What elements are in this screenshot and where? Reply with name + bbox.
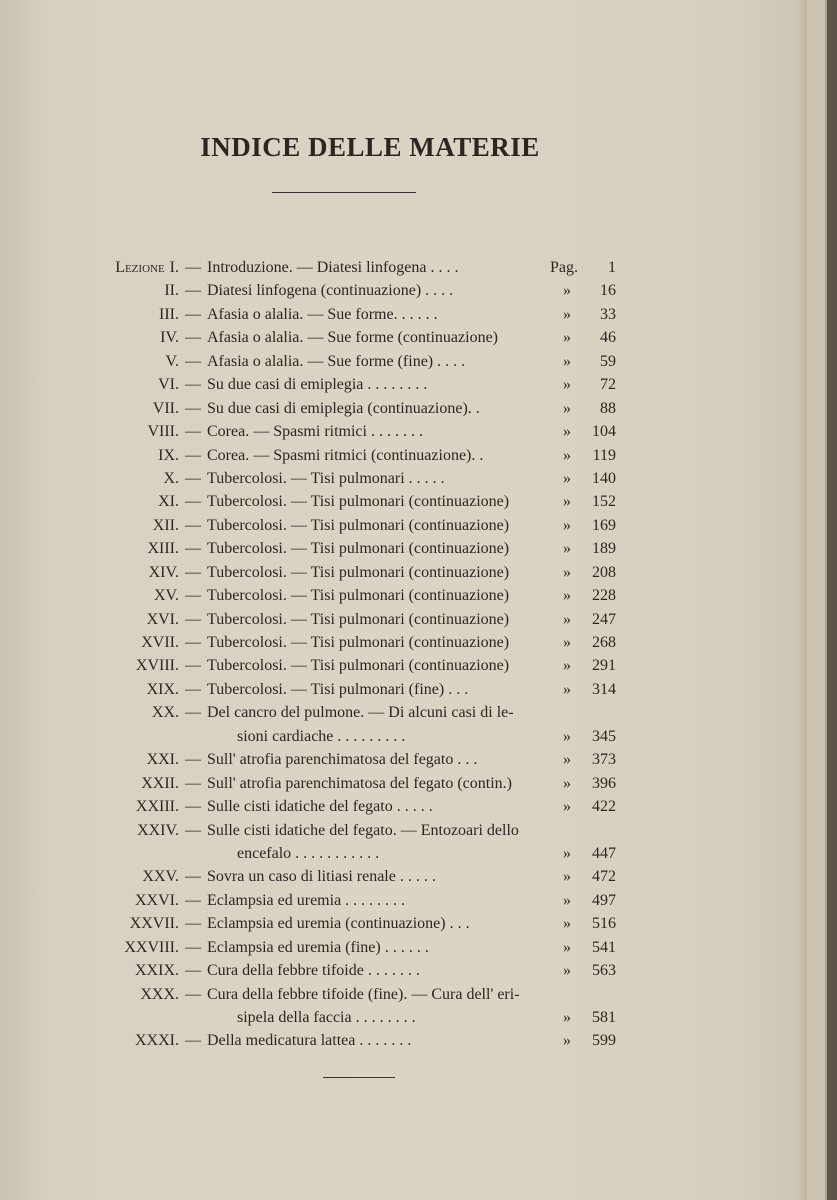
entry-dash: — (185, 587, 201, 605)
page-mark: » (563, 1032, 571, 1050)
page-mark: » (563, 329, 571, 347)
lesson-number (66, 819, 185, 842)
lesson-roman-numeral: XII. (152, 516, 179, 534)
entry-title: Tubercolosi. — Tisi pulmonari (fine) . . . (207, 680, 469, 698)
lesson-roman-numeral: VI. (158, 376, 179, 394)
entry-title-continued: encefalo . . . . . . . . . . . (237, 844, 380, 862)
page-number: 516 (592, 915, 616, 933)
lesson-number (66, 983, 185, 1006)
page-mark: » (563, 305, 571, 323)
toc-entry (66, 490, 616, 513)
lesson-roman-numeral: XI. (158, 493, 179, 511)
entry-dash: — (185, 399, 201, 417)
lesson-number (66, 350, 185, 373)
lesson-number (66, 420, 185, 443)
lesson-number (66, 1029, 185, 1052)
page-mark: » (563, 680, 571, 698)
toc-entry (66, 350, 616, 373)
lesson-number (66, 631, 185, 654)
page-number: 291 (592, 657, 616, 675)
entry-title: Tubercolosi. — Tisi pulmonari (continuazione) (207, 563, 510, 581)
entry-title: Corea. — Spasmi ritmici (continuazione). . (207, 446, 484, 464)
entry-title: Eclampsia ed uremia (fine) . . . . . . (207, 938, 429, 956)
lesson-number (66, 467, 185, 490)
lesson-roman-numeral: II. (164, 282, 179, 300)
entry-dash: — (185, 915, 201, 933)
entry-dash: — (185, 798, 201, 816)
entry-title: Cura della febbre tifoide (fine). — Cura dell' eri- (207, 985, 520, 1003)
entry-title: Tubercolosi. — Tisi pulmonari (continuazione) (207, 587, 510, 605)
lesson-number (66, 444, 185, 467)
page-mark: » (563, 798, 571, 816)
lesson-roman-numeral: XXXI. (135, 1032, 179, 1050)
entry-dash: — (185, 985, 201, 1003)
entry-title: Diatesi linfogena (continuazione) . . . . (207, 282, 454, 300)
page-number: 152 (592, 493, 616, 511)
entry-title: Tubercolosi. — Tisi pulmonari (continuazione) (207, 610, 510, 628)
entry-title: Sulle cisti idatiche del fegato . . . . . (207, 798, 433, 816)
entry-dash: — (185, 469, 201, 487)
toc-entry (66, 865, 616, 888)
lesson-roman-numeral: XXIX. (135, 962, 179, 980)
lesson-number (66, 397, 185, 420)
page-mark: » (563, 399, 571, 417)
toc-entry (66, 561, 616, 584)
lesson-roman-numeral: XXII. (141, 774, 179, 792)
table-of-contents (66, 256, 616, 1053)
page-mark: » (563, 493, 571, 511)
entry-title: Sovra un caso di litiasi renale . . . . . (207, 868, 436, 886)
toc-entry (66, 584, 616, 607)
page-number: 59 (600, 352, 616, 370)
entry-title: Tubercolosi. — Tisi pulmonari (continuazione) (207, 634, 510, 651)
toc-entry (66, 514, 616, 537)
page-number: 140 (592, 469, 616, 487)
toc-entry (66, 654, 616, 677)
page-number: 497 (592, 891, 616, 909)
lesson-number (66, 889, 185, 912)
page-number: 208 (592, 563, 616, 581)
lesson-number (66, 701, 185, 724)
toc-entry (66, 467, 616, 490)
toc-entry (66, 303, 616, 326)
entry-dash: — (185, 259, 201, 276)
page-mark: » (563, 657, 571, 675)
page-number: 228 (592, 587, 616, 605)
toc-entry (66, 608, 616, 631)
entry-title: Tubercolosi. — Tisi pulmonari (continuazione) (207, 540, 510, 558)
lesson-number (66, 608, 185, 631)
page-mark: » (563, 446, 571, 464)
entry-dash: — (185, 540, 201, 558)
page-number: 563 (592, 962, 616, 980)
page-number: 88 (600, 399, 616, 417)
page-mark: » (563, 376, 571, 394)
toc-entry-continuation (66, 842, 616, 865)
entry-title: Su due casi di emiplegia (continuazione). . (207, 399, 480, 417)
page-mark: » (563, 1009, 571, 1026)
page-mark: » (563, 727, 571, 745)
toc-entry (66, 748, 616, 771)
entry-title: Eclampsia ed uremia (continuazione) . . . (207, 915, 470, 933)
toc-entry (66, 420, 616, 443)
entry-title: Afasia o alalia. — Sue forme (fine) . . . . (207, 352, 466, 370)
lesson-number (66, 959, 185, 982)
page-mark: » (563, 469, 571, 487)
lesson-roman-numeral: XX. (151, 704, 179, 722)
lesson-number (66, 584, 185, 607)
page-number: 189 (592, 540, 616, 558)
page-mark: » (563, 282, 571, 300)
lesson-number (66, 654, 185, 677)
entry-title: Della medicatura lattea . . . . . . . (207, 1032, 412, 1050)
page-number: 422 (592, 798, 616, 816)
entry-title: Tubercolosi. — Tisi pulmonari . . . . . (207, 469, 445, 487)
page-number: 472 (592, 868, 616, 886)
entry-dash: — (185, 634, 201, 651)
entry-dash: — (185, 610, 201, 628)
page-mark: » (563, 751, 571, 769)
entry-dash: — (185, 305, 201, 323)
entry-title-continued: sioni cardiache . . . . . . . . . (237, 727, 406, 745)
page-mark: » (563, 352, 571, 370)
entry-dash: — (185, 446, 201, 464)
page-number: 46 (600, 329, 616, 347)
lesson-roman-numeral: XXI. (146, 751, 179, 769)
toc-entry (66, 889, 616, 912)
entry-title: Eclampsia ed uremia . . . . . . . . (207, 891, 406, 909)
lesson-roman-numeral: I. (169, 259, 179, 276)
entry-dash: — (185, 821, 201, 839)
lesson-roman-numeral: IV. (160, 329, 179, 347)
lesson-roman-numeral: XXVIII. (124, 938, 179, 956)
lesson-roman-numeral: VII. (152, 399, 179, 417)
page-number: 447 (592, 844, 616, 862)
entry-title: Sull' atrofia parenchimatosa del fegato . . . (207, 751, 478, 769)
lesson-roman-numeral: XXIV. (137, 821, 179, 839)
page-number: 314 (592, 680, 616, 698)
entry-dash: — (185, 1032, 201, 1050)
entry-title: Cura della febbre tifoide . . . . . . . (207, 962, 420, 980)
lesson-roman-numeral: X. (163, 469, 179, 487)
entry-dash: — (185, 282, 201, 300)
lesson-number (66, 303, 185, 326)
entry-dash: — (185, 516, 201, 534)
entry-title: Afasia o alalia. — Sue forme. . . . . . (207, 305, 438, 323)
toc-entry (66, 397, 616, 420)
lesson-roman-numeral: XIII. (147, 540, 179, 558)
toc-entry (66, 444, 616, 467)
page-mark: » (563, 563, 571, 581)
entry-dash: — (185, 423, 201, 441)
closing-rule (323, 1077, 395, 1078)
title-rule (272, 192, 416, 193)
toc-entry (66, 701, 616, 724)
toc-entry (66, 819, 616, 842)
page-mark: » (563, 868, 571, 886)
page-title: INDICE DELLE MATERIE (200, 132, 540, 162)
lesson-number (66, 936, 185, 959)
page-mark: » (563, 891, 571, 909)
lesson-roman-numeral: IX. (158, 446, 179, 464)
page-mark: » (563, 587, 571, 605)
page-number: 599 (592, 1032, 616, 1050)
page-number: 247 (592, 610, 616, 628)
entry-title: Introduzione. — Diatesi linfogena . . . . (207, 259, 459, 276)
entry-title: Afasia o alalia. — Sue forme (continuazione) (207, 329, 498, 347)
toc-entry (66, 795, 616, 818)
page-mark: Pag. (550, 259, 578, 276)
lesson-number (66, 561, 185, 584)
lesson-roman-numeral: XV. (153, 587, 179, 605)
entry-dash: — (185, 493, 201, 511)
lesson-roman-numeral: XXVII. (129, 915, 179, 933)
page-number: 169 (592, 516, 616, 534)
lesson-roman-numeral: XXIII. (135, 798, 179, 816)
entry-title-continued: sipela della faccia . . . . . . . . (237, 1009, 416, 1026)
page-mark: » (563, 962, 571, 980)
toc-entry (66, 256, 616, 279)
entry-dash: — (185, 751, 201, 769)
lesson-number (66, 865, 185, 888)
lesson-roman-numeral: III. (159, 305, 179, 323)
page-mark: » (563, 844, 571, 862)
lesson-number (66, 514, 185, 537)
page-number: 72 (600, 376, 616, 394)
page-number: 33 (600, 305, 616, 323)
entry-dash: — (185, 352, 201, 370)
toc-entry-continuation (66, 725, 616, 748)
entry-title: Del cancro del pulmone. — Di alcuni casi di le- (207, 704, 514, 722)
entry-dash: — (185, 563, 201, 581)
toc-entry (66, 373, 616, 396)
page-mark: » (563, 423, 571, 441)
toc-entry (66, 1029, 616, 1052)
page-number: 16 (600, 282, 616, 300)
lesson-number (66, 678, 185, 701)
toc-entry (66, 912, 616, 935)
lesson-number (66, 326, 185, 349)
toc-entry (66, 772, 616, 795)
lesson-number (66, 772, 185, 795)
entry-title: Sulle cisti idatiche del fegato. — Entozoari dello (207, 821, 519, 839)
lesson-number (66, 912, 185, 935)
toc-entry (66, 959, 616, 982)
page-mark: » (563, 540, 571, 558)
entry-dash: — (185, 774, 201, 792)
entry-dash: — (185, 329, 201, 347)
entry-title: Corea. — Spasmi ritmici . . . . . . . (207, 423, 423, 441)
entry-title: Sull' atrofia parenchimatosa del fegato (contin.) (207, 774, 512, 792)
page-number: 104 (592, 423, 616, 441)
lesson-roman-numeral: XVII. (141, 634, 179, 651)
entry-dash: — (185, 962, 201, 980)
toc-entry (66, 983, 616, 1006)
page-number: 345 (592, 727, 616, 745)
lesson-roman-numeral: XXVI. (135, 891, 179, 909)
lesson-roman-numeral: XXV. (142, 868, 179, 886)
page-number: 581 (592, 1009, 616, 1026)
lesson-roman-numeral: VIII. (147, 423, 179, 441)
entry-dash: — (185, 704, 201, 722)
page-number: 541 (592, 938, 616, 956)
toc-entry (66, 326, 616, 349)
lesson-number (66, 279, 185, 302)
page-number: 1 (608, 259, 616, 276)
entry-title: Tubercolosi. — Tisi pulmonari (continuazione) (207, 657, 510, 675)
lesson-number (66, 795, 185, 818)
entry-dash: — (185, 657, 201, 675)
lesson-word: Lezione (115, 259, 165, 276)
page-mark: » (563, 634, 571, 651)
toc-entry-continuation (66, 1006, 616, 1029)
lesson-roman-numeral: XVIII. (135, 657, 179, 675)
lesson-roman-numeral: V. (165, 352, 179, 370)
entry-title: Tubercolosi. — Tisi pulmonari (continuazione) (207, 493, 510, 511)
page-mark: » (563, 774, 571, 792)
toc-entry (66, 537, 616, 560)
page-mark: » (563, 610, 571, 628)
toc-entry (66, 678, 616, 701)
toc-entry (66, 279, 616, 302)
page-number: 396 (592, 774, 616, 792)
entry-dash: — (185, 891, 201, 909)
entry-dash: — (185, 680, 201, 698)
entry-dash: — (185, 868, 201, 886)
page-mark: » (563, 915, 571, 933)
page-mark: » (563, 516, 571, 534)
entry-title: Tubercolosi. — Tisi pulmonari (continuazione) (207, 516, 510, 534)
lesson-roman-numeral: XIX. (146, 680, 179, 698)
lesson-number (66, 537, 185, 560)
entry-dash: — (185, 938, 201, 956)
lesson-roman-numeral: XIV. (148, 563, 179, 581)
toc-entry (66, 936, 616, 959)
lesson-roman-numeral: XXX. (140, 985, 179, 1003)
page-number: 119 (592, 446, 616, 464)
entry-title: Su due casi di emiplegia . . . . . . . . (207, 376, 428, 394)
entry-dash: — (185, 376, 201, 394)
toc-entry (66, 631, 616, 654)
page-number: 373 (592, 751, 616, 769)
lesson-number (66, 256, 185, 279)
page-mark: » (563, 938, 571, 956)
lesson-number (66, 748, 185, 771)
lesson-number (66, 373, 185, 396)
lesson-number (66, 490, 185, 513)
page-number: 268 (592, 634, 616, 651)
lesson-roman-numeral: XVI. (146, 610, 179, 628)
